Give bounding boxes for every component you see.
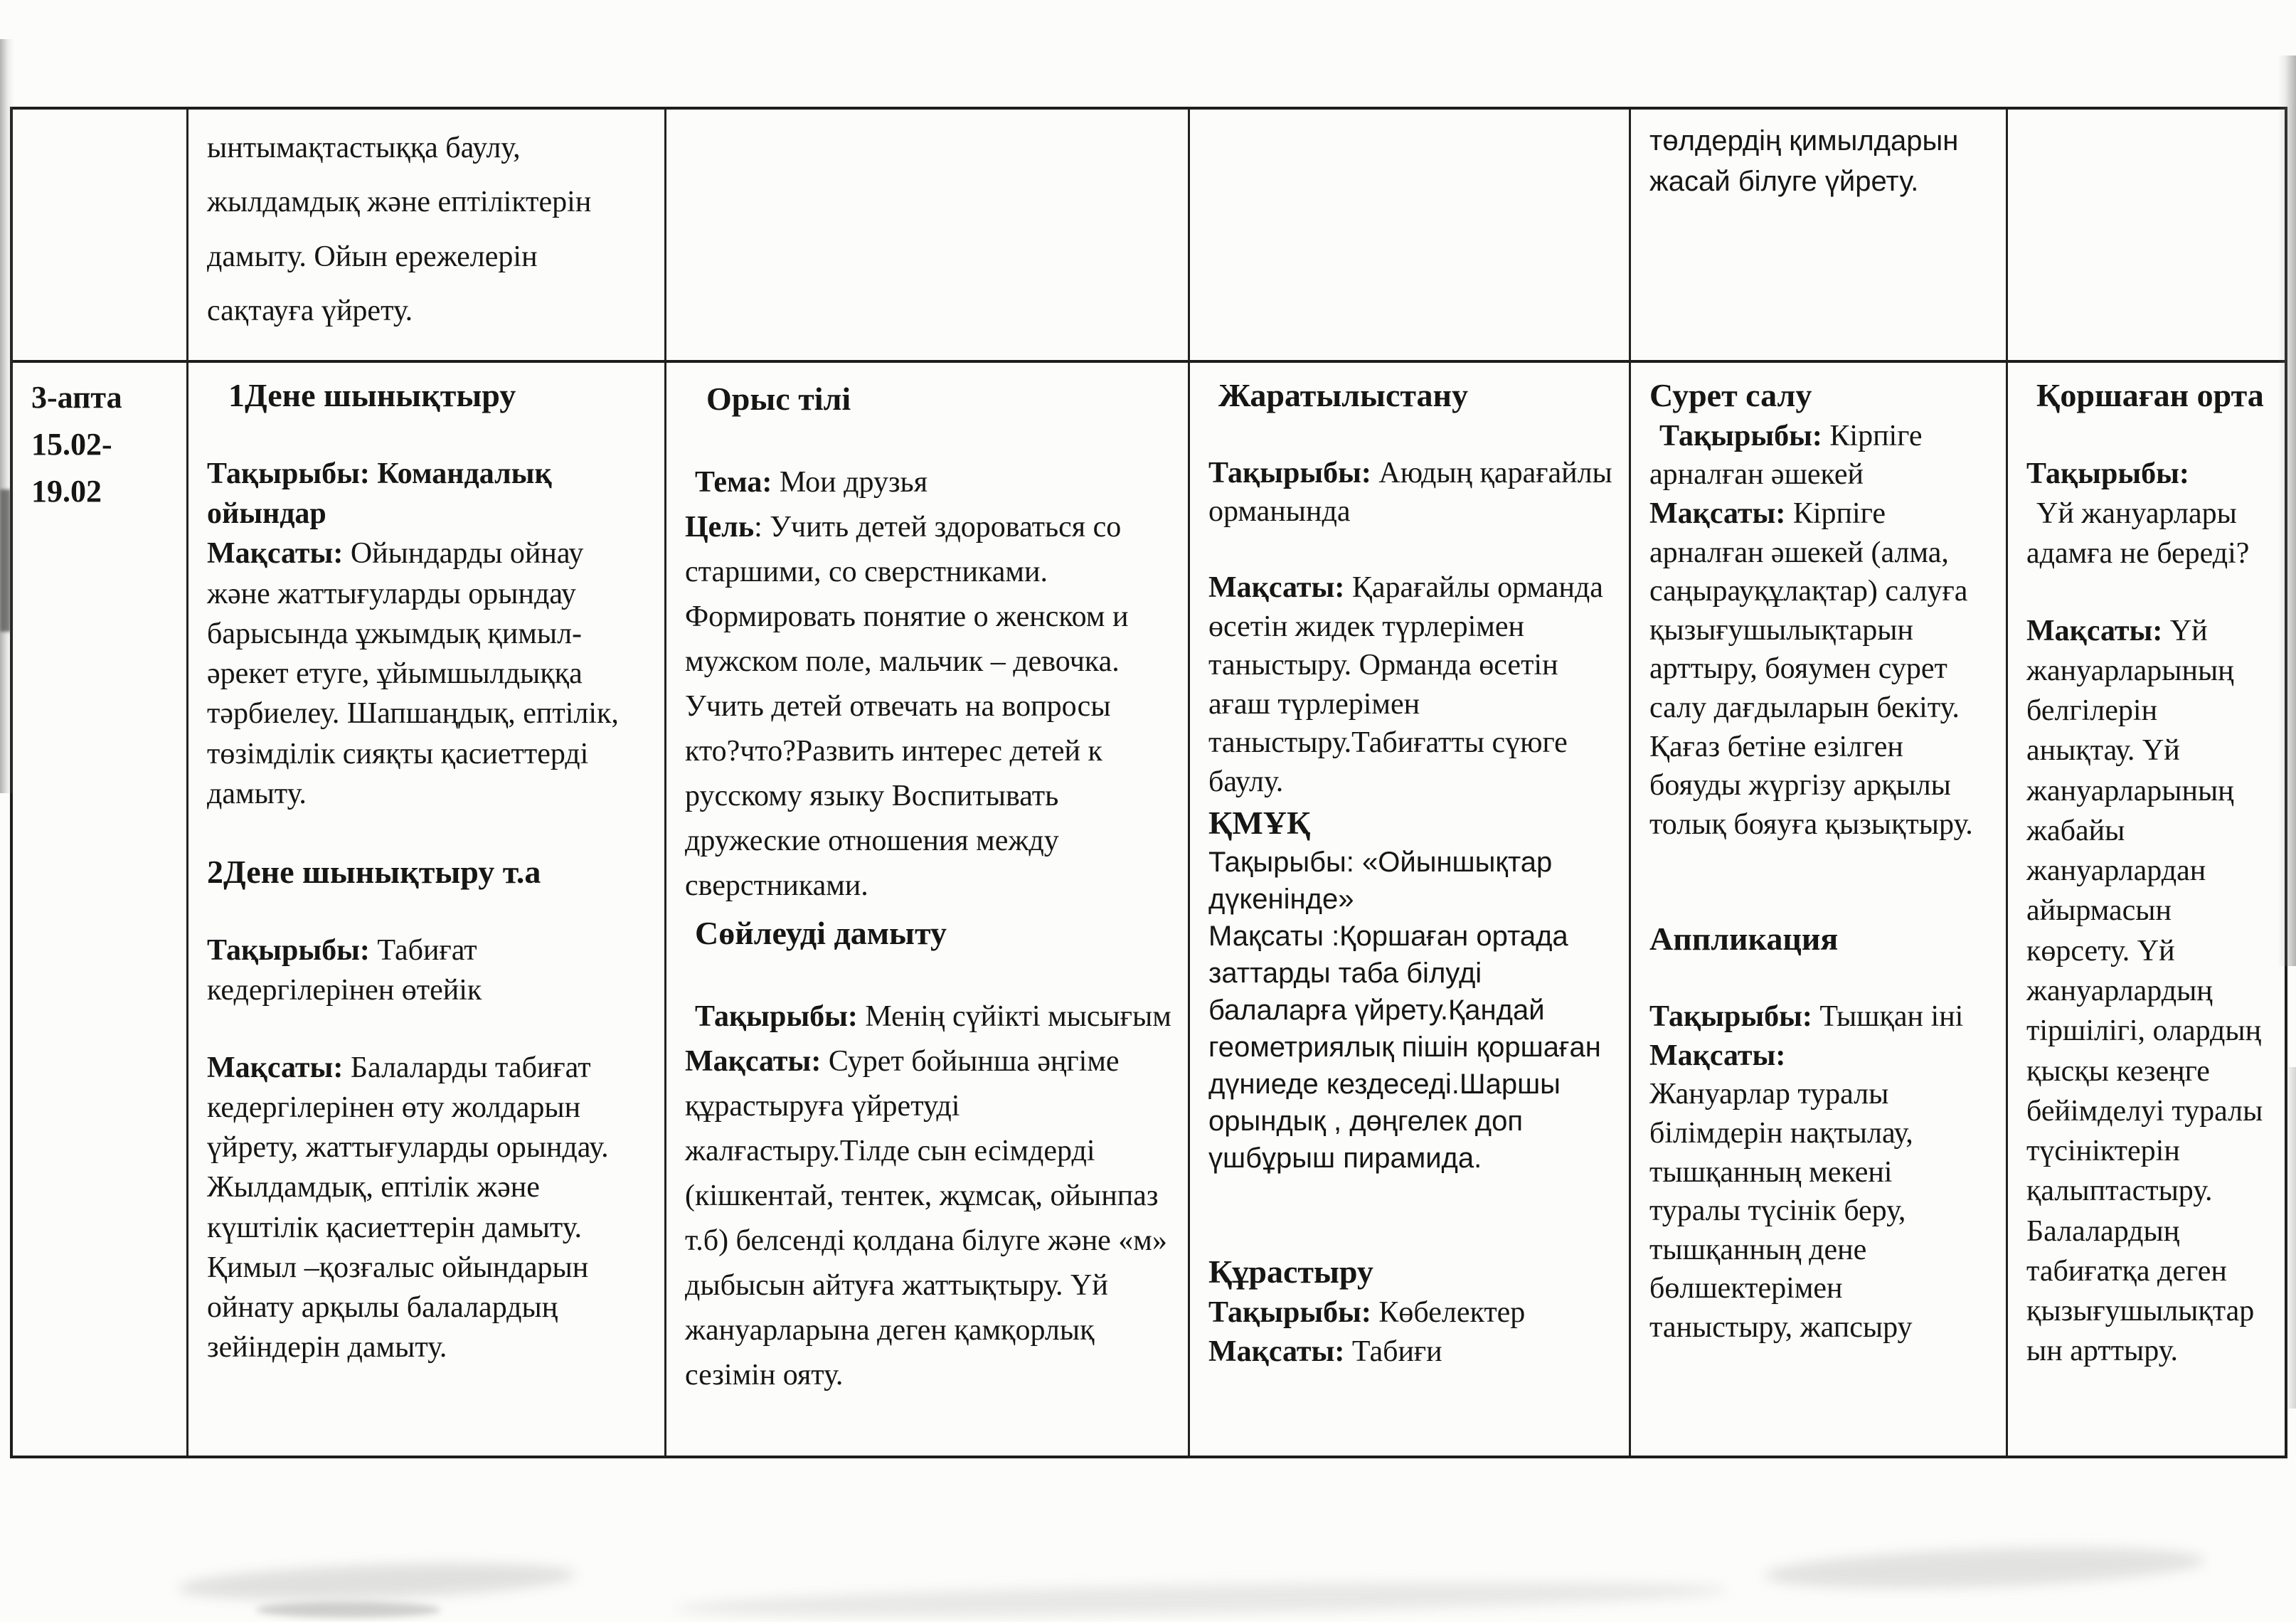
paragraph	[1208, 417, 1613, 454]
paragraph	[1649, 844, 1990, 881]
paragraph: ҚМҰҚ	[1208, 804, 1311, 841]
paragraph: Тақырыбы:	[2026, 457, 2189, 490]
paragraph	[1208, 531, 1613, 568]
paragraph: Тақырыбы: Кірпіге арналған әшекей	[1649, 419, 1923, 492]
paragraph	[2026, 574, 2269, 611]
cell-russian-language	[666, 363, 1190, 1456]
scan-smudge	[177, 1558, 576, 1605]
cell-row1-col4-empty	[1190, 110, 1631, 363]
paragraph: Мақсаты:	[1649, 1039, 1786, 1072]
cell-drawing-application	[1631, 363, 2008, 1456]
scan-smudge	[676, 1576, 1728, 1622]
scan-smudge	[256, 1602, 441, 1618]
cell-natural-science	[1190, 363, 1631, 1456]
paragraph	[2026, 417, 2269, 454]
cell-row1-col3-empty	[666, 110, 1190, 363]
paragraph	[1649, 881, 1990, 918]
paragraph	[1208, 1214, 1613, 1251]
paragraph: Мақсаты :Қоршаған ортада заттарды таба білуді балаларға үйрету.Қандай геометриялық пішін қоршаған дүниеде кездеседі.Шаршы орындық , дөңгелек доп үшбұрыш пирамида.	[1208, 921, 1601, 1175]
cell-physical-education	[188, 363, 666, 1456]
paragraph: 15.02-	[31, 427, 112, 462]
paragraph: Тақырыбы: Көбелектер	[1208, 1296, 1526, 1330]
paragraph	[685, 958, 1172, 995]
paragraph: 19.02	[31, 474, 102, 509]
paragraph	[685, 423, 1172, 460]
paragraph	[207, 814, 649, 851]
cell-environment	[2008, 363, 2285, 1456]
paragraph	[1208, 1177, 1613, 1214]
cell-week-label	[13, 363, 188, 1456]
paragraph: Үй жануарлары адамға не береді?	[2026, 497, 2250, 571]
paragraph: Мақсаты: Ойындарды ойнау және жаттығуларды орындау барысында ұжымдық қимыл-әрекет етуге, ұйымшылдыққа тәрбиелеу. Шапшаңдық, ептілік, төзімділік сияқты қасиеттерді дамыту.	[207, 537, 619, 810]
paragraph: Мақсаты: Табиғи	[1208, 1335, 1442, 1368]
paragraph: Аппликация	[1649, 921, 1839, 958]
paragraph	[207, 417, 649, 454]
paragraph	[1649, 960, 1990, 997]
paragraph: 2Дене шынықтыру т.а	[207, 854, 541, 891]
paragraph: Мақсаты: Үй жануарларының белгілерін анықтау. Үй жануарларының жабайы жануарлардан айырмасын көрсету. Үй жануарлардың тіршілігі, олардың қысқы кезеңге бейімделуі туралы түсініктерін қалыптастыру. Балалардың табиғатқа деген қызығушылықтарын арттыру.	[2026, 614, 2263, 1368]
cell-row1-drawing-continuation	[1631, 110, 2008, 363]
paragraph: Тақырыбы: Аюдың қарағайлы орманында	[1208, 456, 1612, 529]
cell-row1-week-empty	[13, 110, 188, 363]
paragraph: Тақырыбы: Тышқан іні	[1649, 1000, 1964, 1034]
scan-smudge	[1763, 1542, 2205, 1594]
paragraph: Мақсаты: Сурет бойынша әңгіме құрастыруға үйретуді жалғастыру.Тілде сын есімдерді (кішкентай, тентек, жұмсақ, ойынпаз т.б) белсенді қолдана білуге және «м» дыбысын айтуға жаттықтыру. Үй жануарларына деген қамқорлық сезімін ояту.	[685, 1045, 1167, 1392]
paragraph: 3-апта	[31, 380, 122, 415]
paragraph: Мақсаты: Балаларды табиғат кедергілерінен өту жолдарын үйрету, жаттығуларды орындау. Жылдамдық, ептілік және күштілік қасиеттерін дамыту. Қимыл –қозғалыс ойындарын ойнату арқылы балалардың зейіндерін дамыту.	[207, 1051, 609, 1364]
paragraph	[207, 894, 649, 931]
paragraph: Құрастыру	[1208, 1253, 1373, 1290]
paragraph: Мақсаты: Қарағайлы орманда өсетін жидек түрлерімен таныстыру. Орманда өсетін ағаш түрлерімен таныстыру.Табиғатты сүюге баулу.	[1208, 571, 1603, 798]
scan-artifact-left-edge-dark	[0, 489, 11, 632]
paragraph: Тақырыбы: Менің сүйікті мысығым	[695, 1000, 1171, 1033]
paragraph: ынтымақтастыққа баулу, жылдамдық және ептіліктерін дамыту. Ойын ережелерін сақтауға үйрету.	[207, 132, 592, 328]
paragraph: Орыс тілі	[706, 381, 851, 417]
paragraph: Сөйлеуді дамыту	[695, 915, 947, 951]
paragraph: Тақырыбы: «Ойыншықтар дүкенінде»	[1208, 847, 1553, 916]
paragraph: Тақырыбы: Табиғат кедергілерінен өтейік	[207, 933, 482, 1007]
cell-row1-col6-empty	[2008, 110, 2285, 363]
paragraph: Цель: Учить детей здороваться со старшими, со сверстниками. Формировать понятие о женском и мужском поле, мальчик – девочка. Учить детей отвечать на вопросы кто?что?Развить интерес детей к русскому языку Воспитывать дружеские отношения между сверстниками.	[685, 511, 1129, 902]
lesson-plan-table	[10, 107, 2287, 1458]
paragraph: төлдердің қимылдарын жасай білуге үйрету.	[1649, 125, 1959, 197]
paragraph: Жаратылыстану	[1218, 377, 1469, 413]
paragraph: Жануарлар туралы білімдерін нақтылау, тышқанның мекені туралы түсінік беру, тышқанның дене бөлшектерімен таныстыру, жапсыру	[1649, 1078, 1913, 1344]
paragraph: Сурет салу	[1649, 377, 1812, 413]
paragraph	[207, 1011, 649, 1048]
paragraph: Тема: Мои друзья	[695, 466, 928, 499]
paragraph: Мақсаты: Кірпіге арналған әшекей (алма, саңырауқұлақтар) салуға қызығушылықтарын арттыру, бояумен сурет салу дағдыларын бекіту. Қағаз бетіне езілген бояуды жүргізу арқылы толық бояуға қызықтыру.	[1649, 497, 1973, 841]
paragraph: 1Дене шынықтыру	[228, 377, 516, 413]
paragraph: Қоршаған орта	[2036, 377, 2264, 413]
cell-row1-physical-continuation	[188, 110, 666, 363]
paragraph: Тақырыбы: Командалық ойындар	[207, 457, 552, 531]
